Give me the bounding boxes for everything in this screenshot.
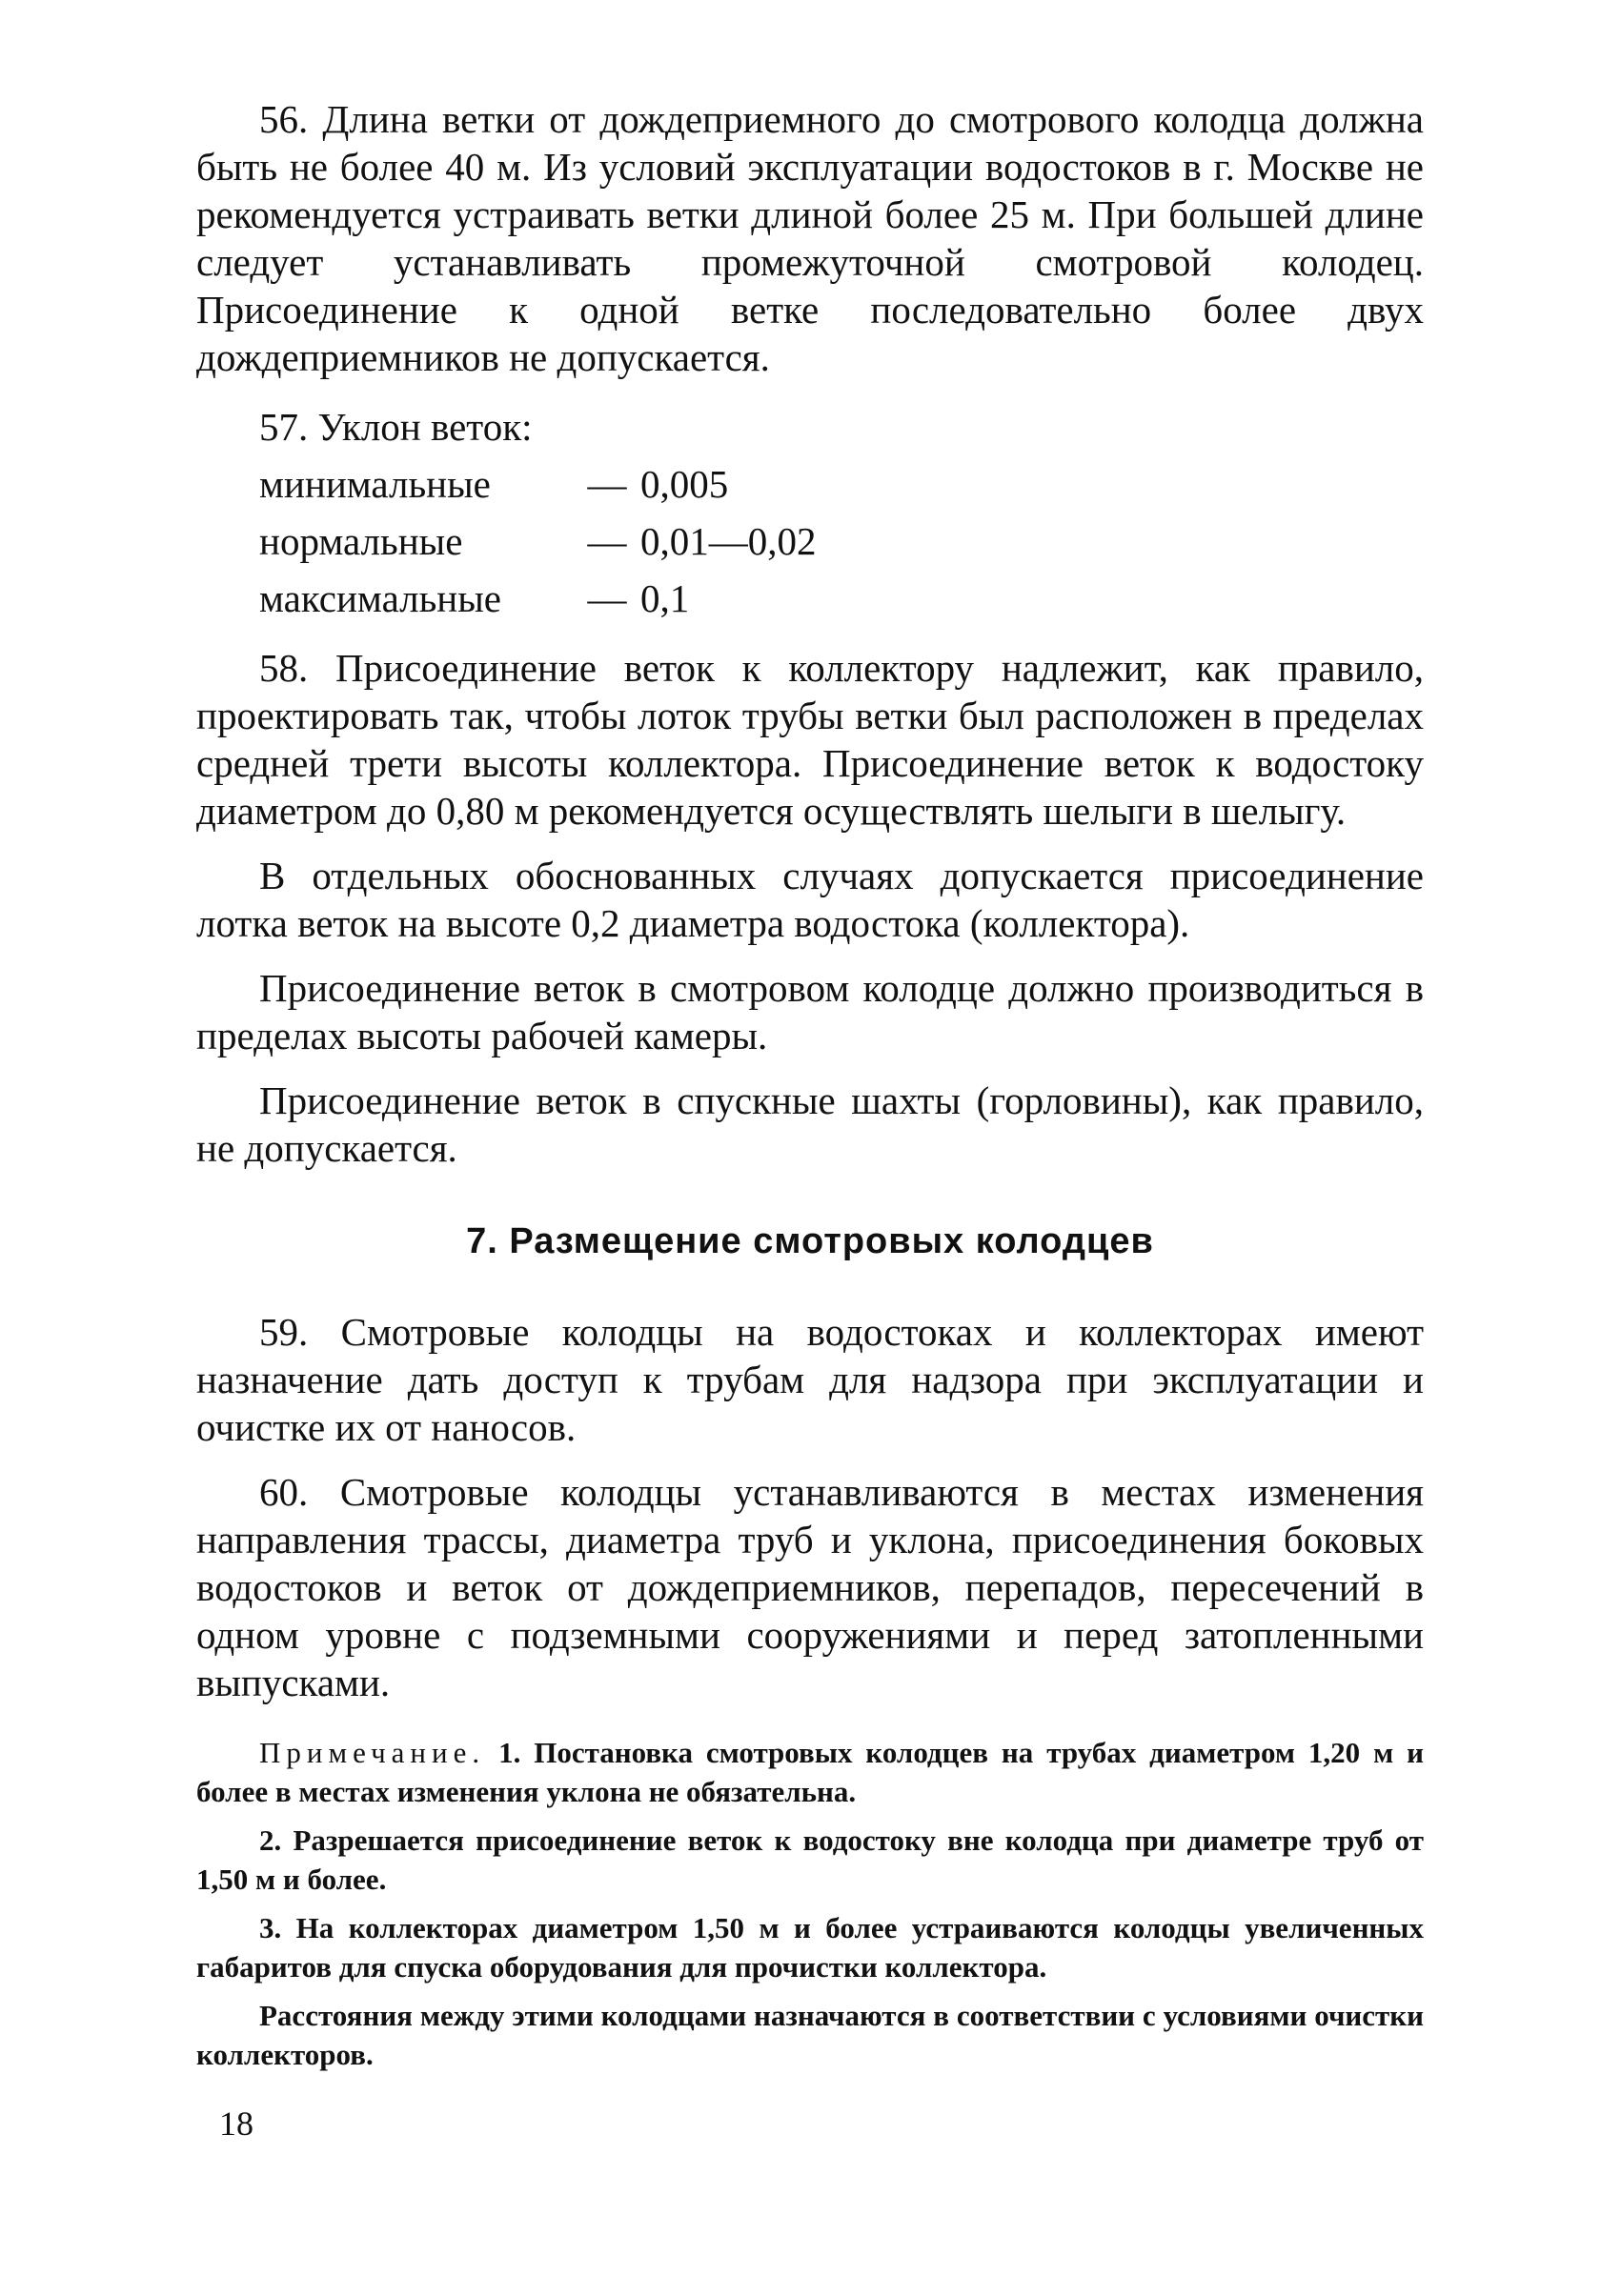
note-1 [196, 1733, 1424, 1811]
note-2: 2. Разрешается присоединение веток к водостоку вне колодца при диаметре труб от 1,50 м и более. [196, 1823, 1424, 1896]
slope-row-maximal [259, 570, 1424, 627]
slope-name: минимальные [259, 462, 491, 506]
slope-list [259, 398, 1424, 627]
slope-row-normal [259, 513, 1424, 570]
section-heading: 7. Размещение смотровых колодцев [466, 1221, 1154, 1261]
paragraph-inspection-well: Присоединение веток в смотровом колодце должно производиться в пределах высоты рабочей камеры. [196, 966, 1424, 1057]
paragraph-shafts: Присоединение веток в спускные шахты (горловины), как правило, не допускается. [196, 1078, 1424, 1170]
paragraph-58: 58. Присоединение веток к коллектору надлежит, как правило, проектировать так, чтобы лоток трубы ветки был расположен в пределах средней трети высоты коллектора. Присоединение веток к водостоку диаметром до 0,80 м рекомендуется осуществлять шелыги в шелыгу. [196, 646, 1424, 833]
slope-value: 0,1 [640, 576, 690, 620]
paragraph-60: 60. Смотровые колодцы устанавливаются в местах изменения направления трассы, диаметра труб и уклона, присоединения боковых водостоков и веток от дождеприемников, перепадов, пересечений в одном уровне с подземными сооружениями и перед затопленными выпусками. [196, 1470, 1424, 1704]
slope-dash: — [587, 576, 627, 620]
page-number: 18 [219, 2105, 253, 2143]
slope-list-heading: 57. Уклон веток: [259, 405, 533, 449]
paragraph-59: 59. Смотровые колодцы на водостоках и коллекторах имеют назначение дать доступ к трубам для надзора при эксплуатации и очистке их от наносов. [196, 1310, 1424, 1449]
slope-value: 0,01—0,02 [640, 519, 817, 563]
note-3: 3. На коллекторах диаметром 1,50 м и более устраиваются колодцы увеличенных габаритов для спуска оборудования для прочистки коллектора. [196, 1911, 1424, 1984]
note-distances: Расстояния между этими колодцами назначаются в соответствии с условиями очистки коллекторов. [196, 1999, 1424, 2071]
slope-row-minimal [259, 455, 1424, 513]
slope-value: 0,005 [640, 462, 729, 506]
slope-name: нормальные [259, 519, 463, 563]
paragraph-56: 56. Длина ветки от дождеприемного до смотрового колодца должна быть не более 40 м. Из условий эксплуатации водостоков в г. Москве не рекомендуется устраивать ветки длиной более 25 м. При большей длине следует устанавливать промежуточной смотровой колодец. Присоединение к одной ветке последовательно более двух дождеприемников не допускается. [196, 97, 1424, 379]
paragraph-special-cases: В отдельных обоснованных случаях допускается присоединение лотка веток на высоте 0,2 диаметра водостока (коллектора). [196, 854, 1424, 945]
note-1-text: 1. Постановка смотровых колодцев на трубах диаметром 1,20 м и более в местах изменения уклона не обязательна. [196, 1736, 1424, 1808]
note-label: Примечание. [259, 1736, 486, 1769]
document-page [196, 95, 1424, 2084]
slope-dash: — [587, 462, 627, 506]
slope-name: максимальные [259, 576, 501, 620]
slope-dash: — [587, 519, 627, 563]
